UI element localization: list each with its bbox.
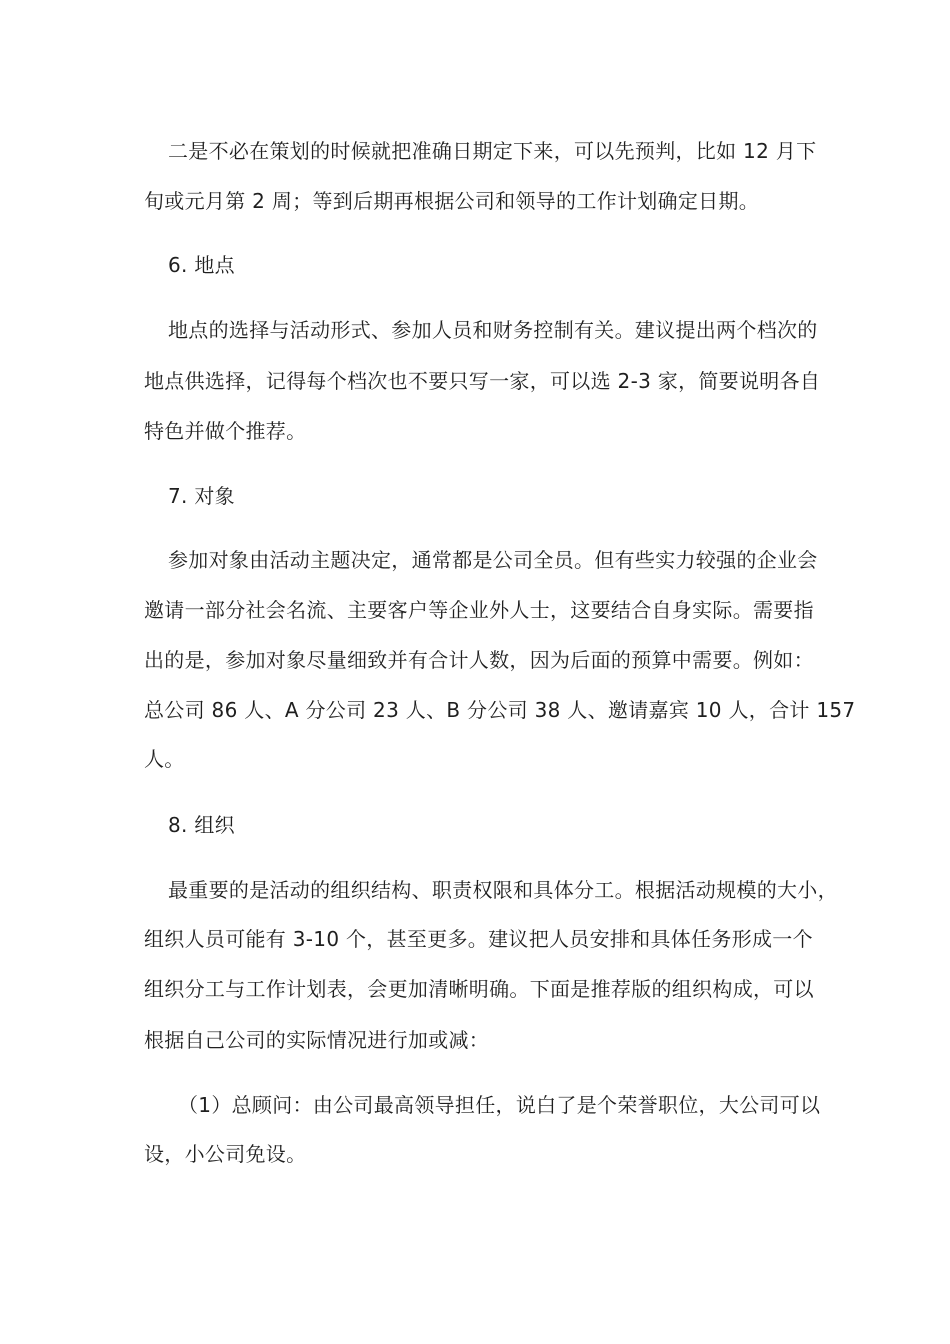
text-line: 地点的选择与活动形式、参加人员和财务控制有关。建议提出两个档次的 [168, 318, 818, 342]
text-line: 邀请一部分社会名流、主要客户等企业外人士，这要结合自身实际。需要指 [144, 598, 814, 622]
text-line: 人。 [144, 747, 185, 771]
text-line: 最重要的是活动的组织结构、职责权限和具体分工。根据活动规模的大小， [168, 878, 838, 902]
text-line: 特色并做个推荐。 [144, 419, 307, 443]
section-heading-organization: 8. 组织 [168, 813, 235, 837]
text-line: （1）总顾问：由公司最高领导担任，说白了是个荣誉职位，大公司可以 [178, 1093, 821, 1117]
text-line: 地点供选择，记得每个档次也不要只写一家，可以选 2-3 家，简要说明各自 [144, 369, 821, 393]
text-line: 总公司 86 人、A 分公司 23 人、B 分公司 38 人、邀请嘉宾 10 人，合计 157 [144, 698, 856, 722]
text-line: 参加对象由活动主题决定，通常都是公司全员。但有些实力较强的企业会 [168, 548, 818, 572]
text-line: 根据自己公司的实际情况进行加或减： [144, 1028, 490, 1052]
section-heading-audience: 7. 对象 [168, 484, 235, 508]
text-line: 组织分工与工作计划表，会更加清晰明确。下面是推荐版的组织构成，可以 [144, 977, 814, 1001]
text-line: 设，小公司免设。 [144, 1142, 307, 1166]
text-line: 组织人员可能有 3-10 个，甚至更多。建议把人员安排和具体任务形成一个 [144, 927, 813, 951]
text-line: 旬或元月第 2 周；等到后期再根据公司和领导的工作计划确定日期。 [144, 189, 760, 213]
text-line: 出的是，参加对象尽量细致并有合计人数，因为后面的预算中需要。例如： [144, 648, 814, 672]
text-line: 二是不必在策划的时候就把准确日期定下来，可以先预判，比如 12 月下 [168, 139, 817, 163]
section-heading-location: 6. 地点 [168, 253, 235, 277]
